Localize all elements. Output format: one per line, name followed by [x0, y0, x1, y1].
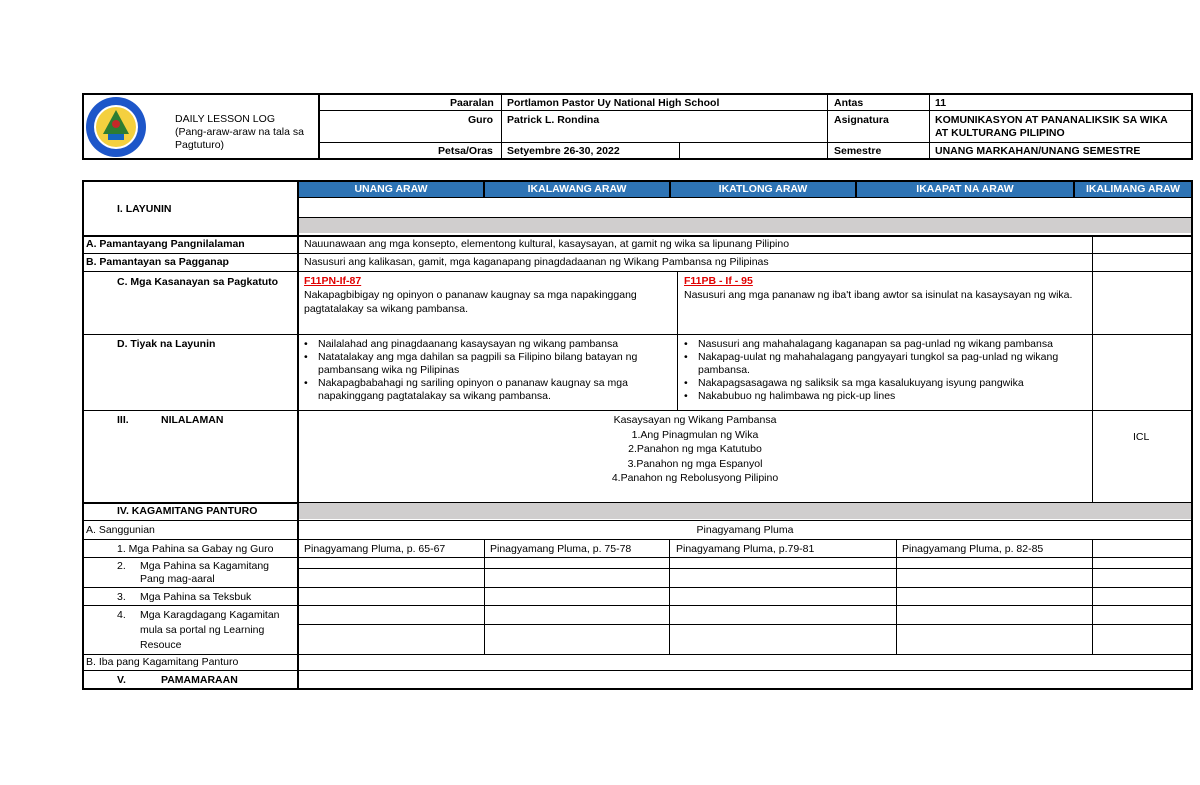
day-header-5: IKALIMANG ARAW: [1074, 181, 1192, 198]
kagamitang-num: 2.: [117, 560, 126, 572]
col-divider: [677, 272, 678, 410]
kagamitang-label-2: Pang mag-aaral: [140, 573, 215, 585]
kagamitan-gray-band: [299, 503, 1191, 519]
nilalaman-item: 2.Panahon ng mga Katutubo: [628, 443, 762, 455]
gabay-day2: Pinagyamang Pluma, p. 75-78: [490, 543, 632, 555]
kagamitan-label: IV. KAGAMITANG PANTURO: [117, 505, 258, 517]
paaralan-label: Paaralan: [450, 97, 494, 109]
row-divider: [83, 605, 1193, 606]
title-line-1: DAILY LESSON LOG: [175, 113, 275, 125]
row-divider: [83, 539, 1193, 540]
sanggunian-label: A. Sanggunian: [86, 524, 155, 536]
asignatura-value-line-1: KOMUNIKASYON AT PANANALIKSIK SA WIKA: [935, 114, 1168, 126]
guro-label: Guro: [468, 114, 494, 126]
title-line-2: (Pang-araw-araw na tala sa: [175, 126, 304, 138]
pangnilalaman-label: A. Pamantayang Pangnilalaman: [86, 238, 245, 250]
guro-value: Patrick L. Rondina: [507, 114, 600, 126]
kasanayan-text-1-line-2: pagtatalakay sa wikang pambansa.: [304, 303, 469, 315]
header-divider: [679, 142, 680, 160]
sanggunian-value: Pinagyamang Pluma: [696, 524, 794, 536]
nilalaman-num: III.: [117, 414, 129, 426]
row-divider: [83, 670, 1193, 671]
row-divider: [83, 334, 1193, 335]
row-divider: [83, 271, 1193, 272]
list-item: • Nakapag-uulat ng mahahalagang pangyayari tungkol sa pag-unlad ng wikang pambansa.: [680, 351, 1080, 377]
nilalaman-item: 3.Panahon ng mga Espanyol: [627, 457, 763, 470]
kasanayan-text-1-line-1: Nakapagbibigay ng opinyon o pananaw kaugnay sa mga napakinggang: [304, 289, 637, 301]
petsa-value: Setyembre 26-30, 2022: [507, 145, 620, 157]
header-divider: [318, 110, 1192, 111]
school-seal-logo: [84, 96, 148, 158]
asignatura-label: Asignatura: [834, 114, 889, 126]
gabay-day3: Pinagyamang Pluma, p.79-81: [676, 543, 815, 555]
header-divider: [827, 94, 828, 160]
gabay-label: 1. Mga Pahina sa Gabay ng Guro: [117, 543, 274, 555]
row-divider: [298, 568, 1193, 569]
day-header-4: IKAAPAT NA ARAW: [856, 181, 1074, 198]
iba-label: B. Iba pang Kagamitang Panturo: [86, 656, 239, 668]
nilalaman-item: 1.Ang Pinagmulan ng Wika: [631, 428, 759, 441]
nilalaman-label: NILALAMAN: [161, 414, 224, 426]
pagganap-value: Nasusuri ang kalikasan, gamit, mga kaganapang pinagdadaanan ng Wikang Pambansa ng Pilipinas: [304, 256, 769, 268]
karagdagang-label-3: Resouce: [140, 639, 182, 651]
gabay-day4: Pinagyamang Pluma, p. 82-85: [902, 543, 1044, 555]
row-divider: [83, 410, 1193, 411]
teksbuk-label: Mga Pahina sa Teksbuk: [140, 591, 252, 603]
list-item: • Nasusuri ang mahahalagang kaganapan sa pag-unlad ng wikang pambansa: [680, 338, 1080, 351]
header-divider: [929, 94, 930, 160]
antas-value: 11: [935, 97, 947, 109]
nilalaman-day5: ICL: [1133, 431, 1150, 443]
header-divider: [318, 142, 1192, 143]
kasanayan-code-1: F11PN-If-87: [304, 275, 362, 287]
day-header-2: IKALAWANG ARAW: [484, 181, 670, 198]
asignatura-value-line-2: AT KULTURANG PILIPINO: [935, 127, 1065, 139]
row-divider: [83, 520, 1193, 521]
semestre-label: Semestre: [834, 145, 882, 157]
lesson-log-title: [175, 113, 304, 152]
layunin-gray-band: [299, 218, 1191, 233]
row-divider: [83, 235, 1193, 237]
kagamitang-label-1: Mga Pahina sa Kagamitang: [140, 560, 269, 572]
nilalaman-title: Kasaysayan ng Wikang Pambansa: [613, 414, 777, 426]
gabay-day1: Pinagyamang Pluma, p. 65-67: [304, 543, 446, 555]
layunin-label: I. LAYUNIN: [117, 203, 172, 215]
kasanayan-text-2: Nasusuri ang mga pananaw ng iba't ibang awtor sa isinulat na kasaysayan ng wika.: [684, 289, 1073, 301]
semestre-value: UNANG MARKAHAN/UNANG SEMESTRE: [935, 145, 1141, 157]
row-divider: [83, 654, 1193, 655]
kasanayan-label: C. Mga Kasanayan sa Pagkatuto: [117, 276, 279, 288]
nilalaman-content: [298, 413, 1092, 486]
day-header-1: UNANG ARAW: [298, 181, 484, 198]
row-divider: [83, 253, 1193, 254]
row-divider: [83, 557, 1193, 558]
pagganap-label: B. Pamantayan sa Pagganap: [86, 256, 229, 268]
tiyak-list-1: [300, 338, 670, 403]
karagdagang-label-2: mula sa portal ng Learning: [140, 624, 265, 636]
kasanayan-code-2: F11PB - If - 95: [684, 275, 753, 287]
nilalaman-item: 4.Panahon ng Rebolusyong Pilipino: [611, 472, 779, 484]
paaralan-value: Portlamon Pastor Uy National High School: [507, 97, 720, 109]
pamamaraan-label: PAMAMARAAN: [161, 674, 238, 686]
teksbuk-num: 3.: [117, 591, 126, 603]
tiyak-label: D. Tiyak na Layunin: [117, 338, 216, 350]
petsa-label: Petsa/Oras: [438, 145, 493, 157]
list-item: • Nailalahad ang pinagdaanang kasaysayan ng wikang pambansa: [300, 338, 670, 351]
row-divider: [83, 587, 1193, 588]
antas-label: Antas: [834, 97, 864, 109]
karagdagang-label-1: Mga Karagdagang Kagamitan: [140, 609, 280, 621]
header-divider: [501, 94, 502, 160]
list-item: • Nakabubuo ng halimbawa ng pick-up lines: [680, 390, 1080, 403]
row-divider: [298, 624, 1193, 625]
title-line-3: Pagtuturo): [175, 139, 225, 151]
list-item: • Natatalakay ang mga dahilan sa pagpili sa Filipino bilang batayan ng pambansang wika ng Pilipinas: [300, 351, 670, 377]
list-item: • Nakapagbabahagi ng sariling opinyon o pananaw kaugnay sa mga napakinggang pagtatalakay sa wikang pambansa.: [300, 377, 670, 403]
header-divider: [318, 94, 320, 160]
pangnilalaman-value: Nauunawaan ang mga konsepto, elementong kultural, kasaysayan, at gamit ng wika sa lipunang Pilipino: [304, 238, 790, 250]
list-item: • Nakapagsasagawa ng saliksik sa mga kasalukuyang isyung pangwika: [680, 377, 1080, 390]
karagdagang-num: 4.: [117, 609, 126, 621]
day5-divider: [1092, 236, 1093, 502]
pamamaraan-num: V.: [117, 674, 126, 686]
day-header-3: IKATLONG ARAW: [670, 181, 856, 198]
tiyak-list-2: [680, 338, 1080, 403]
